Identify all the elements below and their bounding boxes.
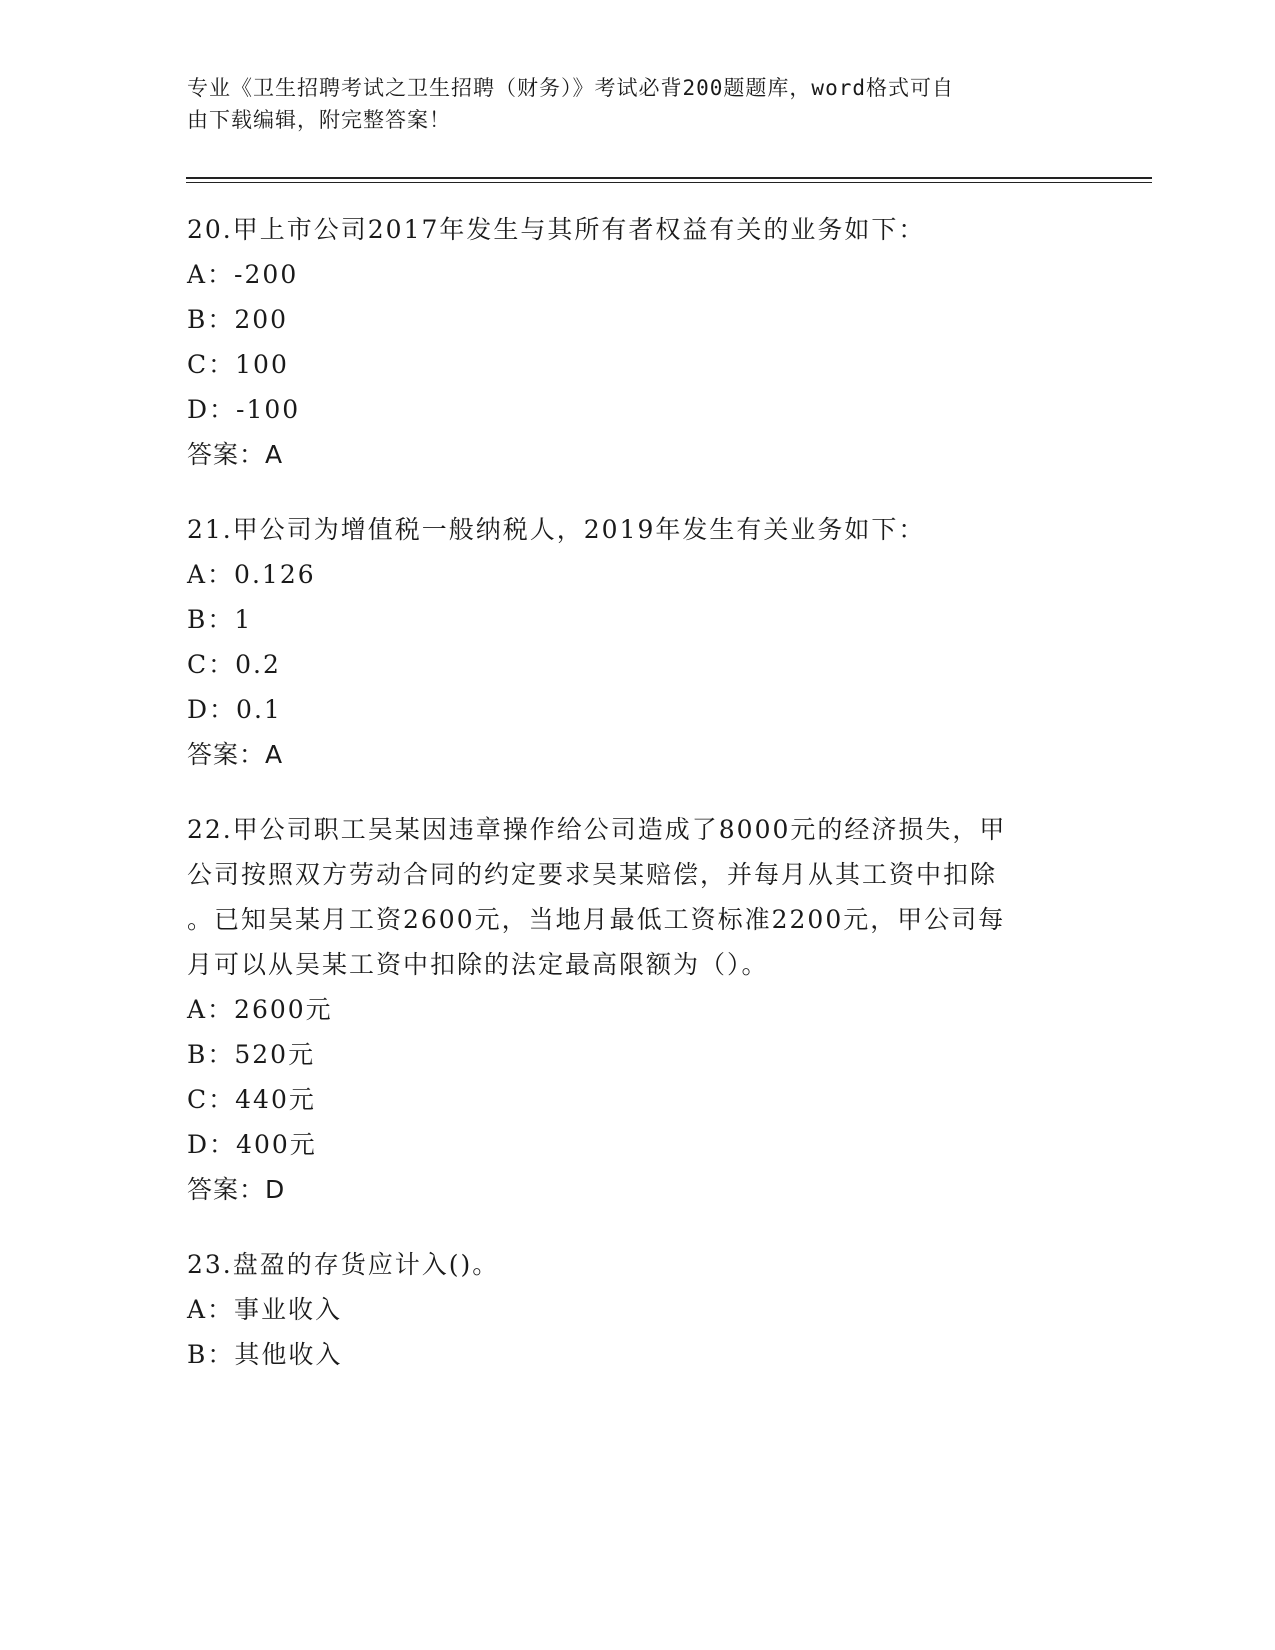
question-21 [187, 507, 1067, 777]
header-rule-top [186, 177, 1152, 179]
option-a: A：0.126 [187, 560, 316, 589]
question-23 [187, 1242, 1067, 1377]
option-b: B：其他收入 [187, 1340, 343, 1369]
question-stem-line-3: 。已知吴某月工资2600元，当地月最低工资标准2200元，甲公司每 [187, 905, 1006, 934]
option-b: B：1 [187, 605, 253, 634]
option-d: D：-100 [187, 395, 301, 424]
question-22 [187, 807, 1067, 1212]
option-c: C：100 [187, 350, 289, 379]
option-d: D：0.1 [187, 695, 282, 724]
answer: 答案：A [187, 740, 284, 769]
option-a: A：2600元 [187, 995, 333, 1024]
option-d: D：400元 [187, 1130, 317, 1159]
question-stem: 23.盘盈的存货应计入()。 [187, 1250, 500, 1279]
option-b: B：200 [187, 305, 289, 334]
option-c: C：440元 [187, 1085, 316, 1114]
option-b: B：520元 [187, 1040, 316, 1069]
question-stem: 21.甲公司为增值税一般纳税人，2019年发生有关业务如下： [187, 515, 926, 544]
question-stem: 20.甲上市公司2017年发生与其所有者权益有关的业务如下： [187, 215, 926, 244]
question-20 [187, 207, 1067, 477]
question-stem-line-2: 公司按照双方劳动合同的约定要求吴某赔偿，并每月从其工资中扣除 [187, 860, 998, 889]
option-a: A：事业收入 [187, 1295, 343, 1324]
option-c: C：0.2 [187, 650, 281, 679]
answer: 答案：D [187, 1175, 286, 1204]
question-stem-line-1: 22.甲公司职工吴某因违章操作给公司造成了8000元的经济损失，甲 [187, 815, 1007, 844]
option-a: A：-200 [187, 260, 299, 289]
answer: 答案：A [187, 440, 284, 469]
header-line-2: 由下载编辑，附完整答案！ [187, 108, 451, 132]
question-stem-line-4: 月可以从吴某工资中扣除的法定最高限额为（）。 [187, 950, 769, 979]
document-header [187, 72, 1067, 136]
question-list [187, 207, 1067, 1407]
header-line-1: 专业《卫生招聘考试之卫生招聘（财务）》考试必背200题题库，word格式可自 [187, 76, 954, 100]
header-rule-bottom [186, 182, 1152, 183]
